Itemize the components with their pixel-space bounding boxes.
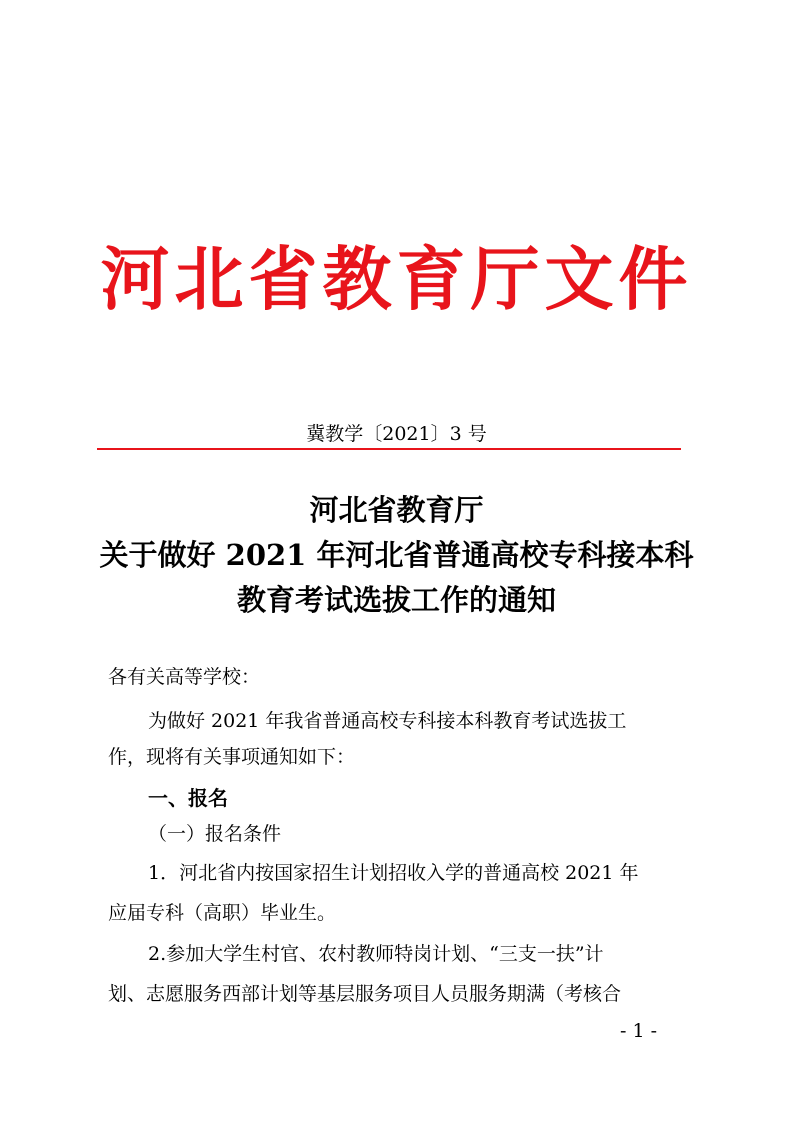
masthead-title: 河北省教育厅文件 bbox=[100, 240, 693, 320]
document-title-line-2: 关于做好 2021 年河北省普通高校专科接本科 bbox=[99, 538, 694, 572]
section-heading-registration: 一、报名 bbox=[148, 786, 228, 810]
subsection-heading-conditions: （一）报名条件 bbox=[148, 823, 282, 845]
item-2-line-1: 2.参加大学生村官、农村教师特岗计划、“三支一扶”计 bbox=[148, 943, 604, 965]
item-1-line-1: 1．河北省内按国家招生计划招收入学的普通高校 2021 年 bbox=[148, 862, 639, 884]
red-separator-line bbox=[97, 448, 681, 450]
salutation: 各有关高等学校： bbox=[108, 666, 261, 688]
document-title-line-3: 教育考试选拔工作的通知 bbox=[236, 583, 556, 617]
item-1-line-2: 应届专科（高职）毕业生。 bbox=[108, 902, 337, 924]
page-number: - 1 - bbox=[620, 1020, 658, 1042]
intro-paragraph-line-1: 为做好 2021 年我省普通高校专科接本科教育考试选拔工 bbox=[148, 710, 627, 732]
intro-paragraph-line-2: 作，现将有关事项通知如下： bbox=[108, 746, 356, 768]
item-2-line-2: 划、志愿服务西部计划等基层服务项目人员服务期满（考核合 bbox=[108, 983, 622, 1005]
document-number: 冀教学〔2021〕3 号 bbox=[306, 423, 487, 445]
document-title-line-1: 河北省教育厅 bbox=[309, 493, 484, 527]
